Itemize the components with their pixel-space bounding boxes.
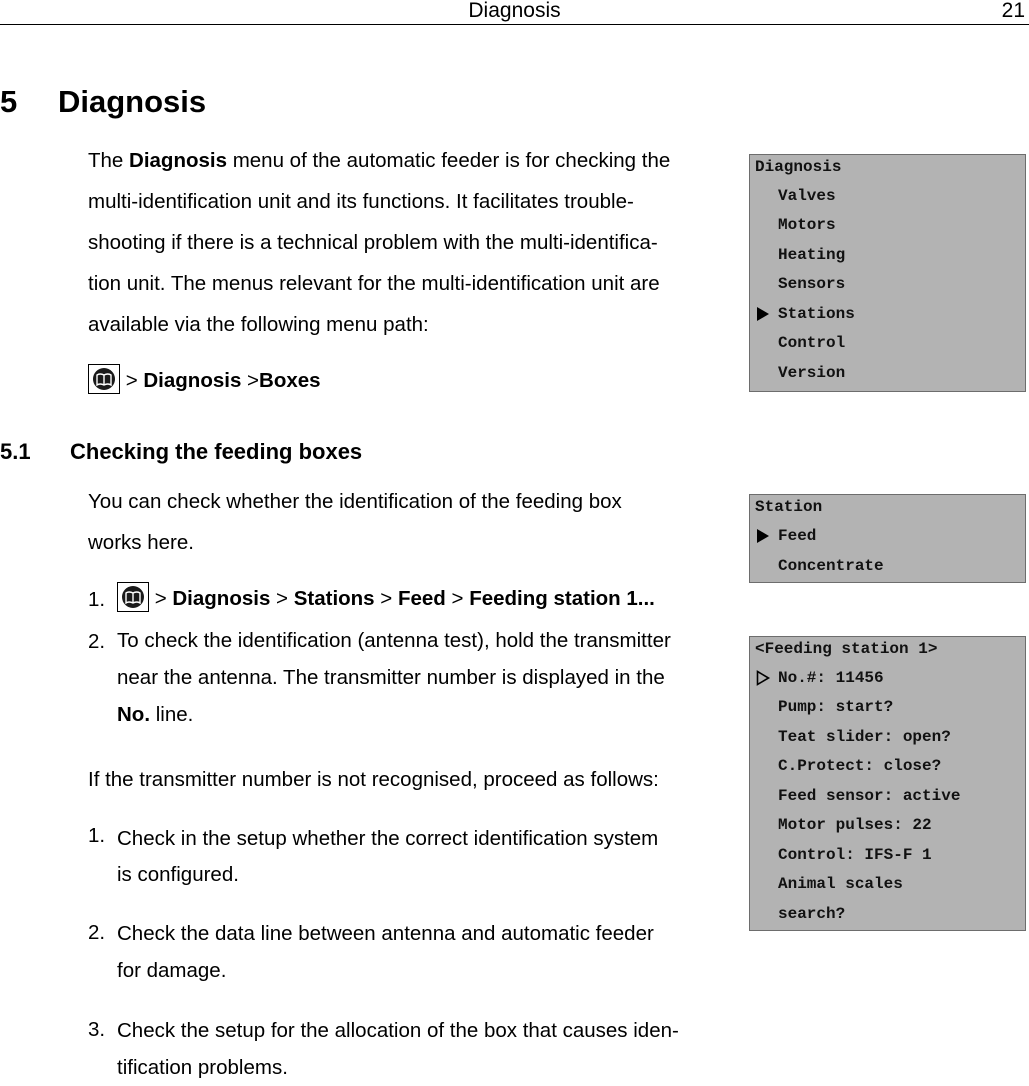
section-intro-line-2: works here. — [88, 531, 194, 554]
lcd-station-menu — [749, 494, 1026, 583]
section-number: 5.1 — [0, 439, 31, 464]
lcd-feeding-station — [749, 636, 1026, 931]
intro-paragraph — [88, 140, 738, 345]
step-1-number: 1. — [88, 588, 106, 611]
filled-triangle-right-icon — [755, 528, 771, 544]
intro-menu-path: > Diagnosis >Boxes — [88, 362, 321, 400]
section-intro-line-1: You can check whether the identification of the feeding box — [88, 490, 622, 513]
intro-line-5: available via the following menu path: — [88, 313, 429, 336]
followup-text: If the transmitter number is not recognised, proceed as follows: — [88, 768, 659, 791]
list-item-3-line-1: Check the setup for the allocation of the box that causes iden- — [117, 1019, 679, 1042]
list-item-3 — [117, 1012, 679, 1086]
lcd-title: Station — [755, 498, 823, 516]
step-2-number: 2. — [88, 630, 106, 653]
lcd-menu-item: Version — [778, 364, 846, 382]
lcd-menu-item: Sensors — [778, 275, 846, 293]
lcd-menu-item: Control — [778, 334, 846, 352]
running-header-title: Diagnosis — [468, 0, 561, 22]
outline-triangle-right-icon — [755, 670, 771, 686]
list-item-1-line-2: is configured. — [117, 863, 239, 886]
section-intro — [88, 481, 738, 563]
lcd-menu-item: Motors — [778, 216, 836, 234]
lcd-menu-item: Concentrate — [778, 557, 884, 575]
step-1-path: > Diagnosis > Stations > Feed > Feeding station 1... — [117, 580, 655, 618]
lcd-menu-item: Heating — [778, 246, 846, 264]
chapter-title: Diagnosis — [58, 84, 207, 119]
list-item-2-number: 2. — [88, 921, 106, 944]
lcd-title: <Feeding station 1> — [755, 640, 938, 658]
lcd-line: search? — [778, 905, 846, 923]
list-item-1 — [117, 818, 658, 890]
lcd-line: No.#: 11456 — [778, 669, 884, 687]
lcd-line: C.Protect: close? — [778, 757, 942, 775]
intro-line-1: The Diagnosis menu of the automatic feeder is for checking the — [88, 149, 671, 172]
intro-line-3: shooting if there is a technical problem with the multi-identifica- — [88, 231, 658, 254]
lcd-line: Pump: start? — [778, 698, 894, 716]
lcd-menu-item-selected: Stations — [778, 305, 855, 323]
intro-line-4: tion unit. The menus relevant for the multi-identification unit are — [88, 272, 660, 295]
list-item-2 — [117, 915, 654, 989]
chapter-number: 5 — [0, 84, 18, 119]
book-icon — [117, 582, 149, 612]
step-2-line-3: No. line. — [117, 703, 194, 726]
lcd-menu-item-selected: Feed — [778, 527, 817, 545]
list-item-3-line-2: tification problems. — [117, 1056, 288, 1079]
section-title: Checking the feeding boxes — [70, 439, 363, 464]
step-2-text — [117, 622, 671, 733]
step-2-line-1: To check the identification (antenna test), hold the transmitter — [117, 629, 671, 652]
lcd-line: Control: IFS-F 1 — [778, 846, 932, 864]
list-item-2-line-1: Check the data line between antenna and automatic feeder — [117, 922, 654, 945]
list-item-1-line-1: Check in the setup whether the correct identification system — [117, 827, 659, 850]
intro-line-2: multi-identification unit and its functions. It facilitates trouble- — [88, 190, 634, 213]
lcd-menu-item: Valves — [778, 187, 836, 205]
header-rule — [0, 24, 1029, 25]
lcd-line: Animal scales — [778, 875, 903, 893]
lcd-title: Diagnosis — [755, 158, 842, 176]
list-item-2-line-2: for damage. — [117, 959, 227, 982]
list-item-3-number: 3. — [88, 1018, 106, 1041]
filled-triangle-right-icon — [755, 306, 771, 322]
lcd-line: Teat slider: open? — [778, 728, 951, 746]
lcd-line: Feed sensor: active — [778, 787, 961, 805]
page-number: 21 — [1001, 0, 1025, 22]
lcd-line: Motor pulses: 22 — [778, 816, 932, 834]
list-item-1-number: 1. — [88, 824, 106, 847]
book-icon — [88, 364, 120, 394]
step-2-line-2: near the antenna. The transmitter number is displayed in the — [117, 666, 665, 689]
lcd-diagnosis-menu — [749, 154, 1026, 392]
